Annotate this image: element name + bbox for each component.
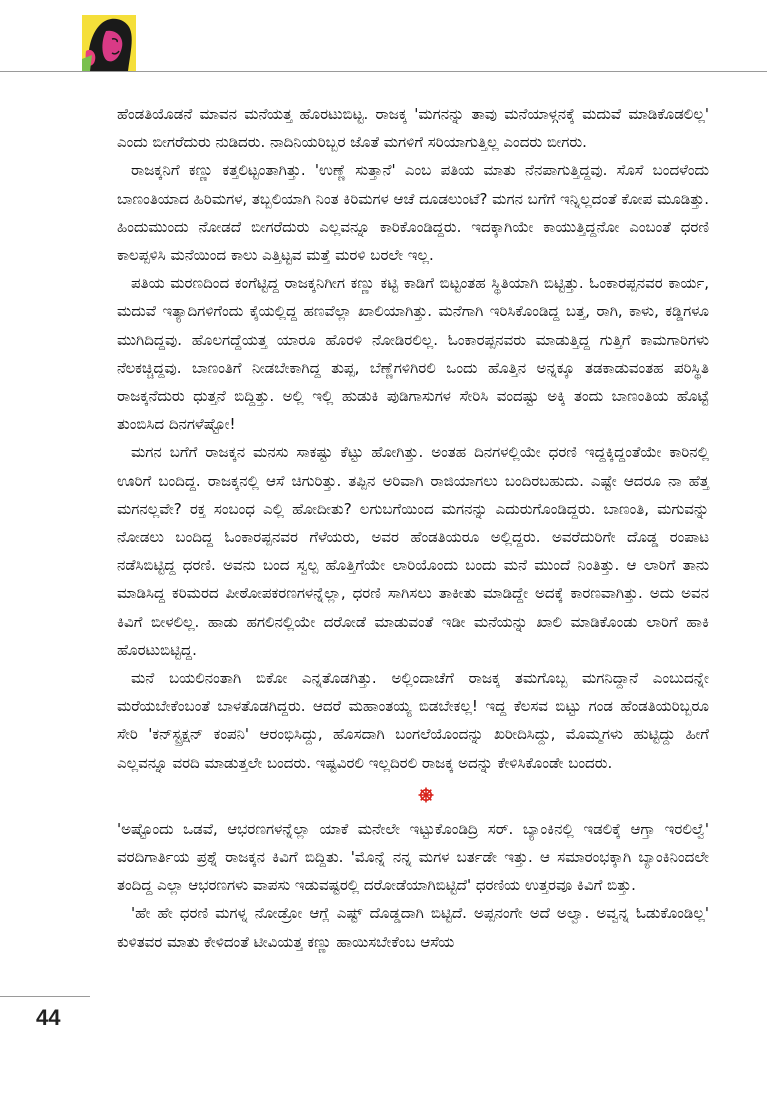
article-body — [117, 100, 709, 956]
woman-face-illustration-icon — [82, 15, 136, 71]
page-number: 44 — [36, 1005, 61, 1030]
footer-rule — [0, 996, 90, 997]
paragraph-1: ಹೆಂಡತಿಯೊಡನೆ ಮಾವನ ಮನೆಯತ್ತ ಹೊರಟುಬಿಟ್ಟ. ರಾಜಕ್ಕ 'ಮಗನನ್ನು ತಾವು ಮನೆಯಾಳ್ಗನಕ್ಕೆ ಮದುವೆ ಮಾಡಿಕೊಡಲಿಲ್ಲ' ಎಂದು ಬೀಗರೆದುರು ನುಡಿದರು. ನಾದಿನಿಯರಿಬ್ಬರ ಜೊತೆ ಮಗಳಿಗೆ ಸರಿಯಾಗುತ್ತಿಲ್ಲ ಎಂದರು ಬೀಗರು. — [117, 105, 709, 152]
section-divider — [117, 777, 709, 815]
ornament-flower-icon — [418, 787, 434, 803]
paragraph-3: ಪತಿಯ ಮರಣದಿಂದ ಕಂಗೆಟ್ಟಿದ್ದ ರಾಜಕ್ಕನಿಗೀಗ ಕಣ್ಣು ಕಟ್ಟಿ ಕಾಡಿಗೆ ಬಿಟ್ಟಂತಹ ಸ್ಥಿತಿಯಾಗಿ ಬಿಟ್ಟಿತ್ತು. ಓಂಕಾರಪ್ಪನವರ ಕಾರ್ಯ, ಮದುವೆ ಇತ್ಯಾದಿಗಳಿಗೆಂದು ಕೈಯಲ್ಲಿದ್ದ ಹಣವೆಲ್ಲಾ ಖಾಲಿಯಾಗಿತ್ತು. ಮನೆಗಾಗಿ ಇರಿಸಿಕೊಂಡಿದ್ದ ಬತ್ತ, ರಾಗಿ, ಕಾಳು, ಕಡ್ಡಿಗಳೂ ಮುಗಿದಿದ್ದವು. ಹೊಲಗದ್ದೆಯತ್ತ ಯಾರೂ ಹೊರಳಿ ನೋಡಿರಲಿಲ್ಲ. ಓಂಕಾರಪ್ಪನವರು ಮಾಡುತ್ತಿದ್ದ ಗುತ್ತಿಗೆ ಕಾಮಗಾರಿಗಳು ನೆಲಕಚ್ಚಿದ್ದವು. ಬಾಣಂತಿಗೆ ನೀಡಬೇಕಾಗಿದ್ದ ತುಪ್ಪ, ಬೆಣ್ಣೆಗಳಿಗಿರಲಿ ಒಂದು ಹೊತ್ತಿನ ಅನ್ನಕ್ಕೂ ತಡಕಾಡುವಂತಹ ಪರಿಸ್ಥಿತಿ ರಾಜಕ್ಕನೆದುರು ಧುತ್ತನೆ ಬಿದ್ದಿತ್ತು. ಅಲ್ಲಿ ಇಲ್ಲಿ ಹುಡುಕಿ ಪುಡಿಗಾಸುಗಳ ಸೇರಿಸಿ ವಂದಷ್ಟು ಅಕ್ಕಿ ತಂದು ಬಾಣಂತಿಯ ಹೊಟ್ಟೆ ತುಂಬಿಸಿದ ದಿನಗಳೆಷ್ಟೋ! — [117, 274, 709, 434]
header-rule — [0, 71, 767, 72]
paragraph-2: ರಾಜಕ್ಕನಿಗೆ ಕಣ್ಣು ಕತ್ತಲಿಟ್ಟಂತಾಗಿತ್ತು. 'ಉಣ್ಣೆ ಸುತ್ತಾನೆ' ಎಂಬ ಪತಿಯ ಮಾತು ನೆನಪಾಗುತ್ತಿದ್ದವು. ಸೊಸೆ ಬಂದಳೆಂದು ಬಾಣಂತಿಯಾದ ಹಿರಿಮಗಳ, ತಬ್ಬಲಿಯಾಗಿ ನಿಂತ ಕಿರಿಮಗಳ ಆಚೆ ದೂಡಲುಂಟೆ? ಮಗನ ಬಗೆಗೆ ಇನ್ನಿಲ್ಲದಂತೆ ಕೋಪ ಮೂಡಿತ್ತು. ಹಿಂದುಮುಂದು ನೋಡದೆ ಬೀಗರೆದುರು ಎಲ್ಲವನ್ನೂ ಕಾರಿಕೊಂಡಿದ್ದರು. ಇದಕ್ಕಾಗಿಯೇ ಕಾಯುತ್ತಿದ್ದನೋ ಎಂಬಂತೆ ಧರಣಿ ಕಾಲಪ್ಪಳಿಸಿ ಮನೆಯಿಂದ ಕಾಲು ಎತ್ತಿಟ್ಟವ ಮತ್ತೆ ಮರಳಿ ಬರಲೇ ಇಲ್ಲ. — [117, 161, 709, 265]
paragraph-6: 'ಅಷ್ಟೊಂದು ಒಡವೆ, ಆಭರಣಗಳನ್ನೆಲ್ಲಾ ಯಾಕೆ ಮನೇಲೇ ಇಟ್ಟುಕೊಂಡಿದ್ರಿ ಸರ್. ಬ್ಯಾಂಕಿನಲ್ಲಿ ಇಡಲಿಕ್ಕೆ ಆಗ್ತಾ ಇರಲಿಲ್ವೆ' ವರದಿಗಾರ್ತಿಯ ಪ್ರಶ್ನೆ ರಾಜಕ್ಕನ ಕಿವಿಗೆ ಬಿದ್ದಿತು. 'ಮೊನ್ನೆ ನನ್ನ ಮಗಳ ಬರ್ತಡೇ ಇತ್ತು. ಆ ಸಮಾರಂಭಕ್ಕಾಗಿ ಬ್ಯಾಂಕಿನಿಂದಲೇ ತಂದಿದ್ದ ಎಲ್ಲಾ ಆಭರಣಗಳು ವಾಪಸು ಇಡುವಷ್ಟರಲ್ಲಿ ದರೋಡೆಯಾಗಿಬಿಟ್ಟಿದೆ' ಧರಣಿಯ ಉತ್ತರವೂ ಕಿವಿಗೆ ಬಿತ್ತು. — [117, 819, 709, 895]
paragraph-5: ಮನೆ ಬಯಲಿನಂತಾಗಿ ಬಿಕೋ ಎನ್ನತೊಡಗಿತ್ತು. ಅಲ್ಲಿಂದಾಚೆಗೆ ರಾಜಕ್ಕ ತಮಗೊಬ್ಬ ಮಗನಿದ್ದಾನೆ ಎಂಬುದನ್ನೇ ಮರೆಯಬೇಕೆಂಬಂತೆ ಬಾಳತೊಡಗಿದ್ದರು. ಆದರೆ ಮಹಾಂತಯ್ಯ ಬಿಡಬೇಕಲ್ಲ! ಇದ್ದ ಕೆಲಸವ ಬಿಟ್ಟು ಗಂಡ ಹೆಂಡತಿಯರಿಬ್ಬರೂ ಸೇರಿ 'ಕನ್‌ಸ್ಟ್ರಕ್ಷನ್ ಕಂಪನಿ' ಆರಂಭಿಸಿದ್ದು, ಹೊಸದಾಗಿ ಬಂಗಲೆಯೊಂದನ್ನು ಖರೀದಿಸಿದ್ದು, ಮೊಮ್ಮಗಳು ಹುಟ್ಟಿದ್ದು ಹೀಗೆ ಎಲ್ಲವನ್ನೂ ವರದಿ ಮಾಡುತ್ತಲೇ ಬಂದರು. ಇಷ್ಟವಿರಲಿ ಇಲ್ಲದಿರಲಿ ರಾಜಕ್ಕ ಅದನ್ನು ಕೇಳಿಸಿಕೊಂಡೇ ಬಂದರು. — [117, 669, 709, 772]
paragraph-7: 'ಹೇ ಹೇ ಧರಣಿ ಮಗಳ್ನ ನೋಡ್ರೋ ಆಗ್ಲೆ ಎಷ್ಟ್ ದೊಡ್ಡದಾಗಿ ಬಿಟ್ಟಿದೆ. ಅಪ್ಪನಂಗೇ ಅದೆ ಅಲ್ವಾ. ಅವ್ವನ್ನ ಓಡುಕೊಂಡಿಲ್ಲ' ಕುಳಿತವರ ಮಾತು ಕೇಳಿದಂತೆ ಟೀವಿಯತ್ತ ಕಣ್ಣು ಹಾಯಿಸಬೇಕೆಂಬ ಆಸೆಯ — [117, 904, 709, 951]
paragraph-4: ಮಗನ ಬಗೆಗೆ ರಾಜಕ್ಕನ ಮನಸು ಸಾಕಷ್ಟು ಕೆಟ್ಟು ಹೋಗಿತ್ತು. ಅಂತಹ ದಿನಗಳಲ್ಲಿಯೇ ಧರಣಿ ಇದ್ದಕ್ಕಿದ್ದಂತೆಯೇ ಕಾರಿನಲ್ಲಿ ಊರಿಗೆ ಬಂದಿದ್ದ. ರಾಜಕ್ಕನಲ್ಲಿ ಆಸೆ ಚಿಗುರಿತ್ತು. ತಪ್ಪಿನ ಅರಿವಾಗಿ ರಾಜಿಯಾಗಲು ಬಂದಿರಬಹುದು. ಎಷ್ಟೇ ಆದರೂ ನಾ ಹೆತ್ತ ಮಗನಲ್ಲವೇ? ರಕ್ತ ಸಂಬಂಧ ಎಲ್ಲಿ ಹೋದೀತು? ಲಗುಬಗೆಯಿಂದ ಮಗನನ್ನು ಎದುರುಗೊಂಡಿದ್ದರು. ಬಾಣಂತಿ, ಮಗುವನ್ನು ನೋಡಲು ಬಂದಿದ್ದ ಓಂಕಾರಪ್ಪನವರ ಗೆಳೆಯರು, ಅವರ ಹೆಂಡತಿಯರೂ ಅಲ್ಲಿದ್ದರು. ಅವರೆದುರಿಗೇ ದೊಡ್ಡ ರಂಪಾಟ ನಡೆಸಿಬಿಟ್ಟಿದ್ದ ಧರಣಿ. ಅವನು ಬಂದ ಸ್ವಲ್ಪ ಹೊತ್ತಿಗೆಯೇ ಲಾರಿಯೊಂದು ಬಂದು ಮನೆ ಮುಂದೆ ನಿಂತಿತ್ತು. ಆ ಲಾರಿಗೆ ತಾನು ಮಾಡಿಸಿದ್ದ ಕರಿಮರದ ಪೀಠೋಪಕರಣಗಳನ್ನೆಲ್ಲಾ, ಧರಣಿ ಸಾಗಿಸಲು ತಾಕೀತು ಮಾಡಿದ್ದೇ ಅದಕ್ಕೆ ಕಾರಣವಾಗಿತ್ತು. ಅದು ಅವನ ಕಿವಿಗೆ ಬೀಳಲಿಲ್ಲ. ಹಾಡು ಹಗಲಿನಲ್ಲಿಯೇ ದರೋಡೆ ಮಾಡುವಂತೆ ಇಡೀ ಮನೆಯನ್ನು ಖಾಲಿ ಮಾಡಿಕೊಂಡು ಲಾರಿಗೆ ಹಾಕಿ ಹೊರಟುಬಿಟ್ಟಿದ್ದ. — [117, 443, 709, 659]
